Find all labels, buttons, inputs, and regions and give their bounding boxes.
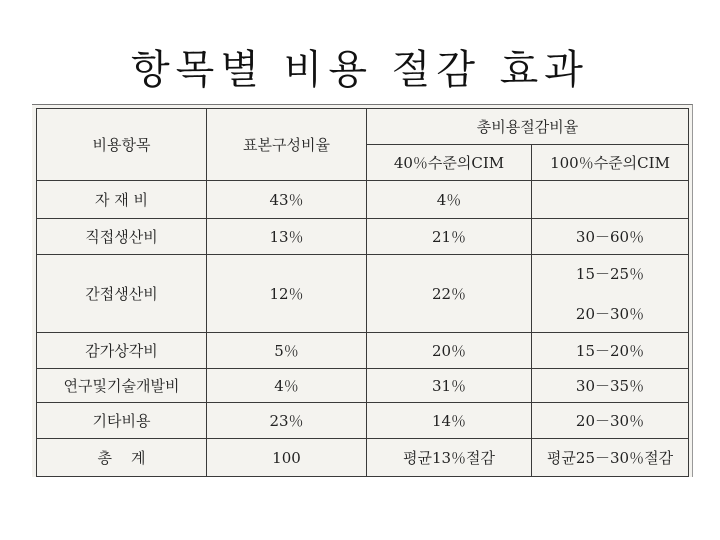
header-item: 비용항목 (37, 109, 207, 181)
row-cim40: 31％ (367, 369, 532, 403)
row-item: 기타비용 (37, 403, 207, 439)
table-row (37, 369, 689, 403)
row-cim40: 평균13％절감 (367, 439, 532, 477)
row-cim100 (532, 181, 689, 219)
row-cim40: 4％ (367, 181, 532, 219)
scanned-table-image (32, 104, 693, 477)
header-total-saving-ratio: 총비용절감비율 (367, 109, 689, 145)
table-row (37, 181, 689, 219)
row-cim100-upper: 15－25％ (575, 264, 645, 283)
row-cim100-lower: 20－30％ (575, 304, 645, 323)
table-row (37, 219, 689, 255)
row-item: 간접생산비 (37, 255, 207, 333)
row-item: 감가상각비 (37, 333, 207, 369)
row-cim100 (532, 255, 689, 333)
row-item: 연구및기술개발비 (37, 369, 207, 403)
row-cim100: 30－35％ (532, 369, 689, 403)
row-cim100: 15－20％ (532, 333, 689, 369)
row-cim40: 22％ (367, 255, 532, 333)
row-sample: 4％ (207, 369, 367, 403)
row-cim100: 30－60％ (532, 219, 689, 255)
row-sample: 23％ (207, 403, 367, 439)
header-cim-100: 100％수준의CIM (532, 145, 689, 181)
row-cim100: 평균25－30％절감 (532, 439, 689, 477)
table-row (37, 333, 689, 369)
table-row (37, 255, 689, 333)
row-item: 직접생산비 (37, 219, 207, 255)
row-cim40: 21％ (367, 219, 532, 255)
header-cim-40: 40％수준의CIM (367, 145, 532, 181)
slide-title: 항목별 비용 절감 효과 (131, 47, 589, 93)
row-item: 자 재 비 (37, 181, 207, 219)
row-sample: 13％ (207, 219, 367, 255)
row-sample: 100 (207, 439, 367, 477)
row-cim40: 20％ (367, 333, 532, 369)
row-sample: 5％ (207, 333, 367, 369)
row-cim100: 20－30％ (532, 403, 689, 439)
row-sample: 12％ (207, 255, 367, 333)
table-row (37, 403, 689, 439)
header-sample-ratio: 표본구성비율 (207, 109, 367, 181)
row-item: 총 계 (37, 439, 207, 477)
cost-saving-table (36, 108, 689, 477)
header-row-1 (37, 109, 689, 145)
row-cim40: 14％ (367, 403, 532, 439)
row-sample: 43％ (207, 181, 367, 219)
table-row-total (37, 439, 689, 477)
